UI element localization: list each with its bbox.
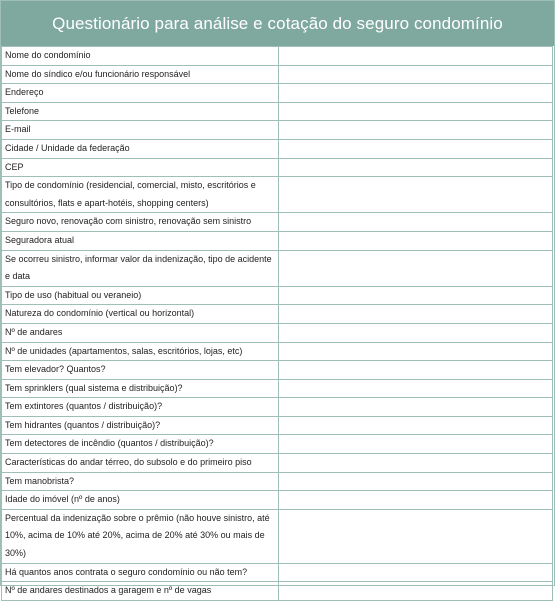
answer-field[interactable] bbox=[279, 231, 553, 250]
answer-field[interactable] bbox=[279, 250, 553, 286]
question-row bbox=[2, 342, 553, 361]
question-label: Nome do condomínio bbox=[2, 47, 279, 66]
question-label: Tem hidrantes (quantos / distribuição)? bbox=[2, 416, 279, 435]
question-row bbox=[2, 379, 553, 398]
answer-field[interactable] bbox=[279, 582, 553, 601]
answer-field[interactable] bbox=[279, 563, 553, 582]
question-row bbox=[2, 563, 553, 582]
question-label: Tem manobrista? bbox=[2, 472, 279, 491]
question-label: Nº de andares bbox=[2, 323, 279, 342]
question-row bbox=[2, 323, 553, 342]
question-label: Seguradora atual bbox=[2, 231, 279, 250]
question-row bbox=[2, 121, 553, 140]
answer-field[interactable] bbox=[279, 121, 553, 140]
question-label: Percentual da indenização sobre o prêmio (não houve sinistro, até 10%, acima de 10% até 20%, acima de 20% até 30% ou mais de 30%) bbox=[2, 509, 279, 563]
question-row bbox=[2, 305, 553, 324]
question-label: Se ocorreu sinistro, informar valor da indenização, tipo de acidente e data bbox=[2, 250, 279, 286]
answer-field[interactable] bbox=[279, 158, 553, 177]
question-label: Idade do imóvel (nº de anos) bbox=[2, 491, 279, 510]
question-row bbox=[2, 84, 553, 103]
question-row bbox=[2, 491, 553, 510]
answer-field[interactable] bbox=[279, 472, 553, 491]
question-label: Tipo de condomínio (residencial, comercial, misto, escritórios e consultórios, flats e apart-hotéis, shopping centers) bbox=[2, 177, 279, 213]
answer-field[interactable] bbox=[279, 139, 553, 158]
question-label: Seguro novo, renovação com sinistro, renovação sem sinistro bbox=[2, 213, 279, 232]
answer-field[interactable] bbox=[279, 286, 553, 305]
answer-field[interactable] bbox=[279, 379, 553, 398]
question-row bbox=[2, 139, 553, 158]
answer-field[interactable] bbox=[279, 491, 553, 510]
question-row bbox=[2, 435, 553, 454]
question-row bbox=[2, 472, 553, 491]
answer-field[interactable] bbox=[279, 177, 553, 213]
answer-field[interactable] bbox=[279, 84, 553, 103]
answer-field[interactable] bbox=[279, 342, 553, 361]
question-label: Nome do síndico e/ou funcionário responsável bbox=[2, 65, 279, 84]
question-row bbox=[2, 231, 553, 250]
question-label: CEP bbox=[2, 158, 279, 177]
question-row bbox=[2, 102, 553, 121]
answer-field[interactable] bbox=[279, 323, 553, 342]
question-row bbox=[2, 398, 553, 417]
question-row bbox=[2, 509, 553, 563]
answer-field[interactable] bbox=[279, 435, 553, 454]
question-label: Há quantos anos contrata o seguro condomínio ou não tem? bbox=[2, 563, 279, 582]
question-row bbox=[2, 582, 553, 601]
question-label: Tipo de uso (habitual ou veraneio) bbox=[2, 286, 279, 305]
question-label: Tem sprinklers (qual sistema e distribuição)? bbox=[2, 379, 279, 398]
question-label: Tem extintores (quantos / distribuição)? bbox=[2, 398, 279, 417]
answer-field[interactable] bbox=[279, 454, 553, 473]
question-row bbox=[2, 361, 553, 380]
answer-field[interactable] bbox=[279, 361, 553, 380]
question-row bbox=[2, 250, 553, 286]
form-title: Questionário para análise e cotação do seguro condomínio bbox=[1, 1, 554, 46]
question-row bbox=[2, 65, 553, 84]
questions-table bbox=[1, 46, 553, 601]
answer-field[interactable] bbox=[279, 398, 553, 417]
question-row bbox=[2, 158, 553, 177]
question-label: Natureza do condomínio (vertical ou horizontal) bbox=[2, 305, 279, 324]
question-label: Endereço bbox=[2, 84, 279, 103]
answer-field[interactable] bbox=[279, 102, 553, 121]
question-label: Nº de unidades (apartamentos, salas, escritórios, lojas, etc) bbox=[2, 342, 279, 361]
question-label: Telefone bbox=[2, 102, 279, 121]
answer-field[interactable] bbox=[279, 65, 553, 84]
question-label: Tem elevador? Quantos? bbox=[2, 361, 279, 380]
question-row bbox=[2, 213, 553, 232]
question-label: Nº de andares destinados a garagem e nº de vagas bbox=[2, 582, 279, 601]
question-row bbox=[2, 286, 553, 305]
question-row bbox=[2, 177, 553, 213]
question-row bbox=[2, 454, 553, 473]
answer-field[interactable] bbox=[279, 416, 553, 435]
answer-field[interactable] bbox=[279, 47, 553, 66]
answer-field[interactable] bbox=[279, 509, 553, 563]
question-row bbox=[2, 47, 553, 66]
answer-field[interactable] bbox=[279, 213, 553, 232]
question-label: Cidade / Unidade da federação bbox=[2, 139, 279, 158]
question-label: Características do andar térreo, do subsolo e do primeiro piso bbox=[2, 454, 279, 473]
answer-field[interactable] bbox=[279, 305, 553, 324]
question-label: Tem detectores de incêndio (quantos / distribuição)? bbox=[2, 435, 279, 454]
question-label: E-mail bbox=[2, 121, 279, 140]
question-row bbox=[2, 416, 553, 435]
